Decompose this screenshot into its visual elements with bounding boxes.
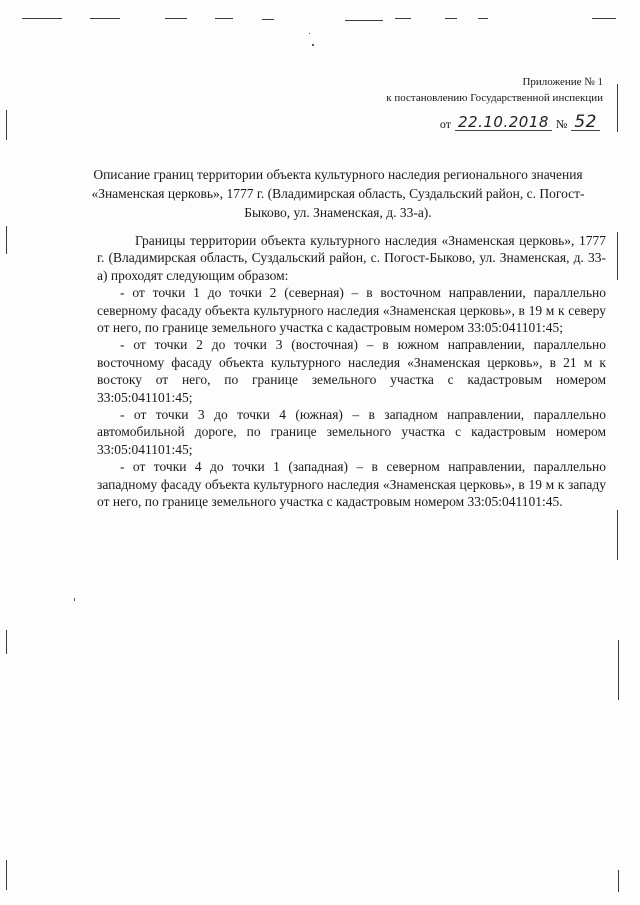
resolution-reference bbox=[440, 114, 600, 131]
scan-artifact-right-edge bbox=[617, 84, 618, 132]
boundary-segment-3: - от точки 3 до точки 4 (южная) – в западном направлении, параллельно автомобильной дороге, по границе земельного участка с кадастровым номером 33:05:041101:45; bbox=[97, 407, 606, 457]
scan-artifact-top bbox=[395, 18, 411, 19]
document-title: Описание границ территории объекта культурного наследия регионального значения «Знаменская церковь», 1777 г. (Владимирская область, Суздальский район, с. Погост-Быково, ул. Знаменская, д. 33-а). bbox=[91, 167, 585, 220]
scan-artifact-left-edge bbox=[6, 226, 7, 254]
scan-artifact-left-edge bbox=[6, 860, 7, 890]
scan-artifact-top bbox=[165, 18, 187, 19]
scan-artifact-left-edge bbox=[6, 630, 7, 654]
scan-artifact-speck bbox=[309, 33, 310, 34]
scan-artifact-right-edge bbox=[617, 232, 618, 280]
scan-artifact-left-edge bbox=[6, 110, 7, 140]
appendix-resolution-line: к постановлению Государственной инспекции bbox=[386, 92, 603, 104]
scan-artifact-right-edge bbox=[617, 510, 618, 560]
boundary-segment-2: - от точки 2 до точки 3 (восточная) – в южном направлении, параллельно восточному фасаду объекта культурного наследия «Знаменская церковь», в 21 м к востоку от него, по границе земельного участка с кадастровым номером 33:05:041101:45; bbox=[97, 337, 606, 405]
handwritten-number: 52 bbox=[571, 114, 600, 131]
appendix-header bbox=[386, 74, 603, 106]
scan-artifact-top bbox=[345, 20, 383, 21]
scan-artifact-top bbox=[445, 18, 457, 19]
scan-artifact-right-edge bbox=[618, 870, 619, 892]
appendix-label: Приложение № 1 bbox=[522, 76, 603, 88]
scan-artifact-top bbox=[215, 18, 233, 19]
handwritten-date: 22.10.2018 bbox=[455, 114, 552, 131]
scan-artifact-speck bbox=[74, 598, 75, 601]
intro-paragraph: Границы территории объекта культурного наследия «Знаменская церковь», 1777 г. (Владимирская область, Суздальский район, с. Погост-Быково, ул. Знаменская, д. 33-а) проходят следующим образом: bbox=[97, 233, 606, 283]
boundary-segment-1: - от точки 1 до точки 2 (северная) – в восточном направлении, параллельно северному фасаду объекта культурного наследия «Знаменская церковь», в 19 м к северу от него, по границе земельного участка с кадастровым номером 33:05:041101:45; bbox=[97, 285, 606, 336]
document-body bbox=[97, 232, 606, 511]
scan-artifact-top-right bbox=[592, 18, 616, 19]
scan-artifact-top-left bbox=[22, 18, 62, 19]
scan-artifact-speck bbox=[312, 44, 314, 46]
date-prefix-label: от bbox=[439, 117, 452, 131]
number-sign-label: № bbox=[555, 117, 568, 131]
scan-artifact-top bbox=[90, 18, 120, 19]
scan-artifact-top bbox=[478, 18, 488, 19]
boundary-segment-4: - от точки 4 до точки 1 (западная) – в северном направлении, параллельно западному фасаду объекта культурного наследия «Знаменская церковь», в 19 м к западу от него, по границе земельного участка с кадастровым номером 33:05:041101:45. bbox=[97, 459, 606, 510]
scan-artifact-top bbox=[262, 19, 274, 20]
scan-artifact-right-edge bbox=[618, 640, 619, 700]
